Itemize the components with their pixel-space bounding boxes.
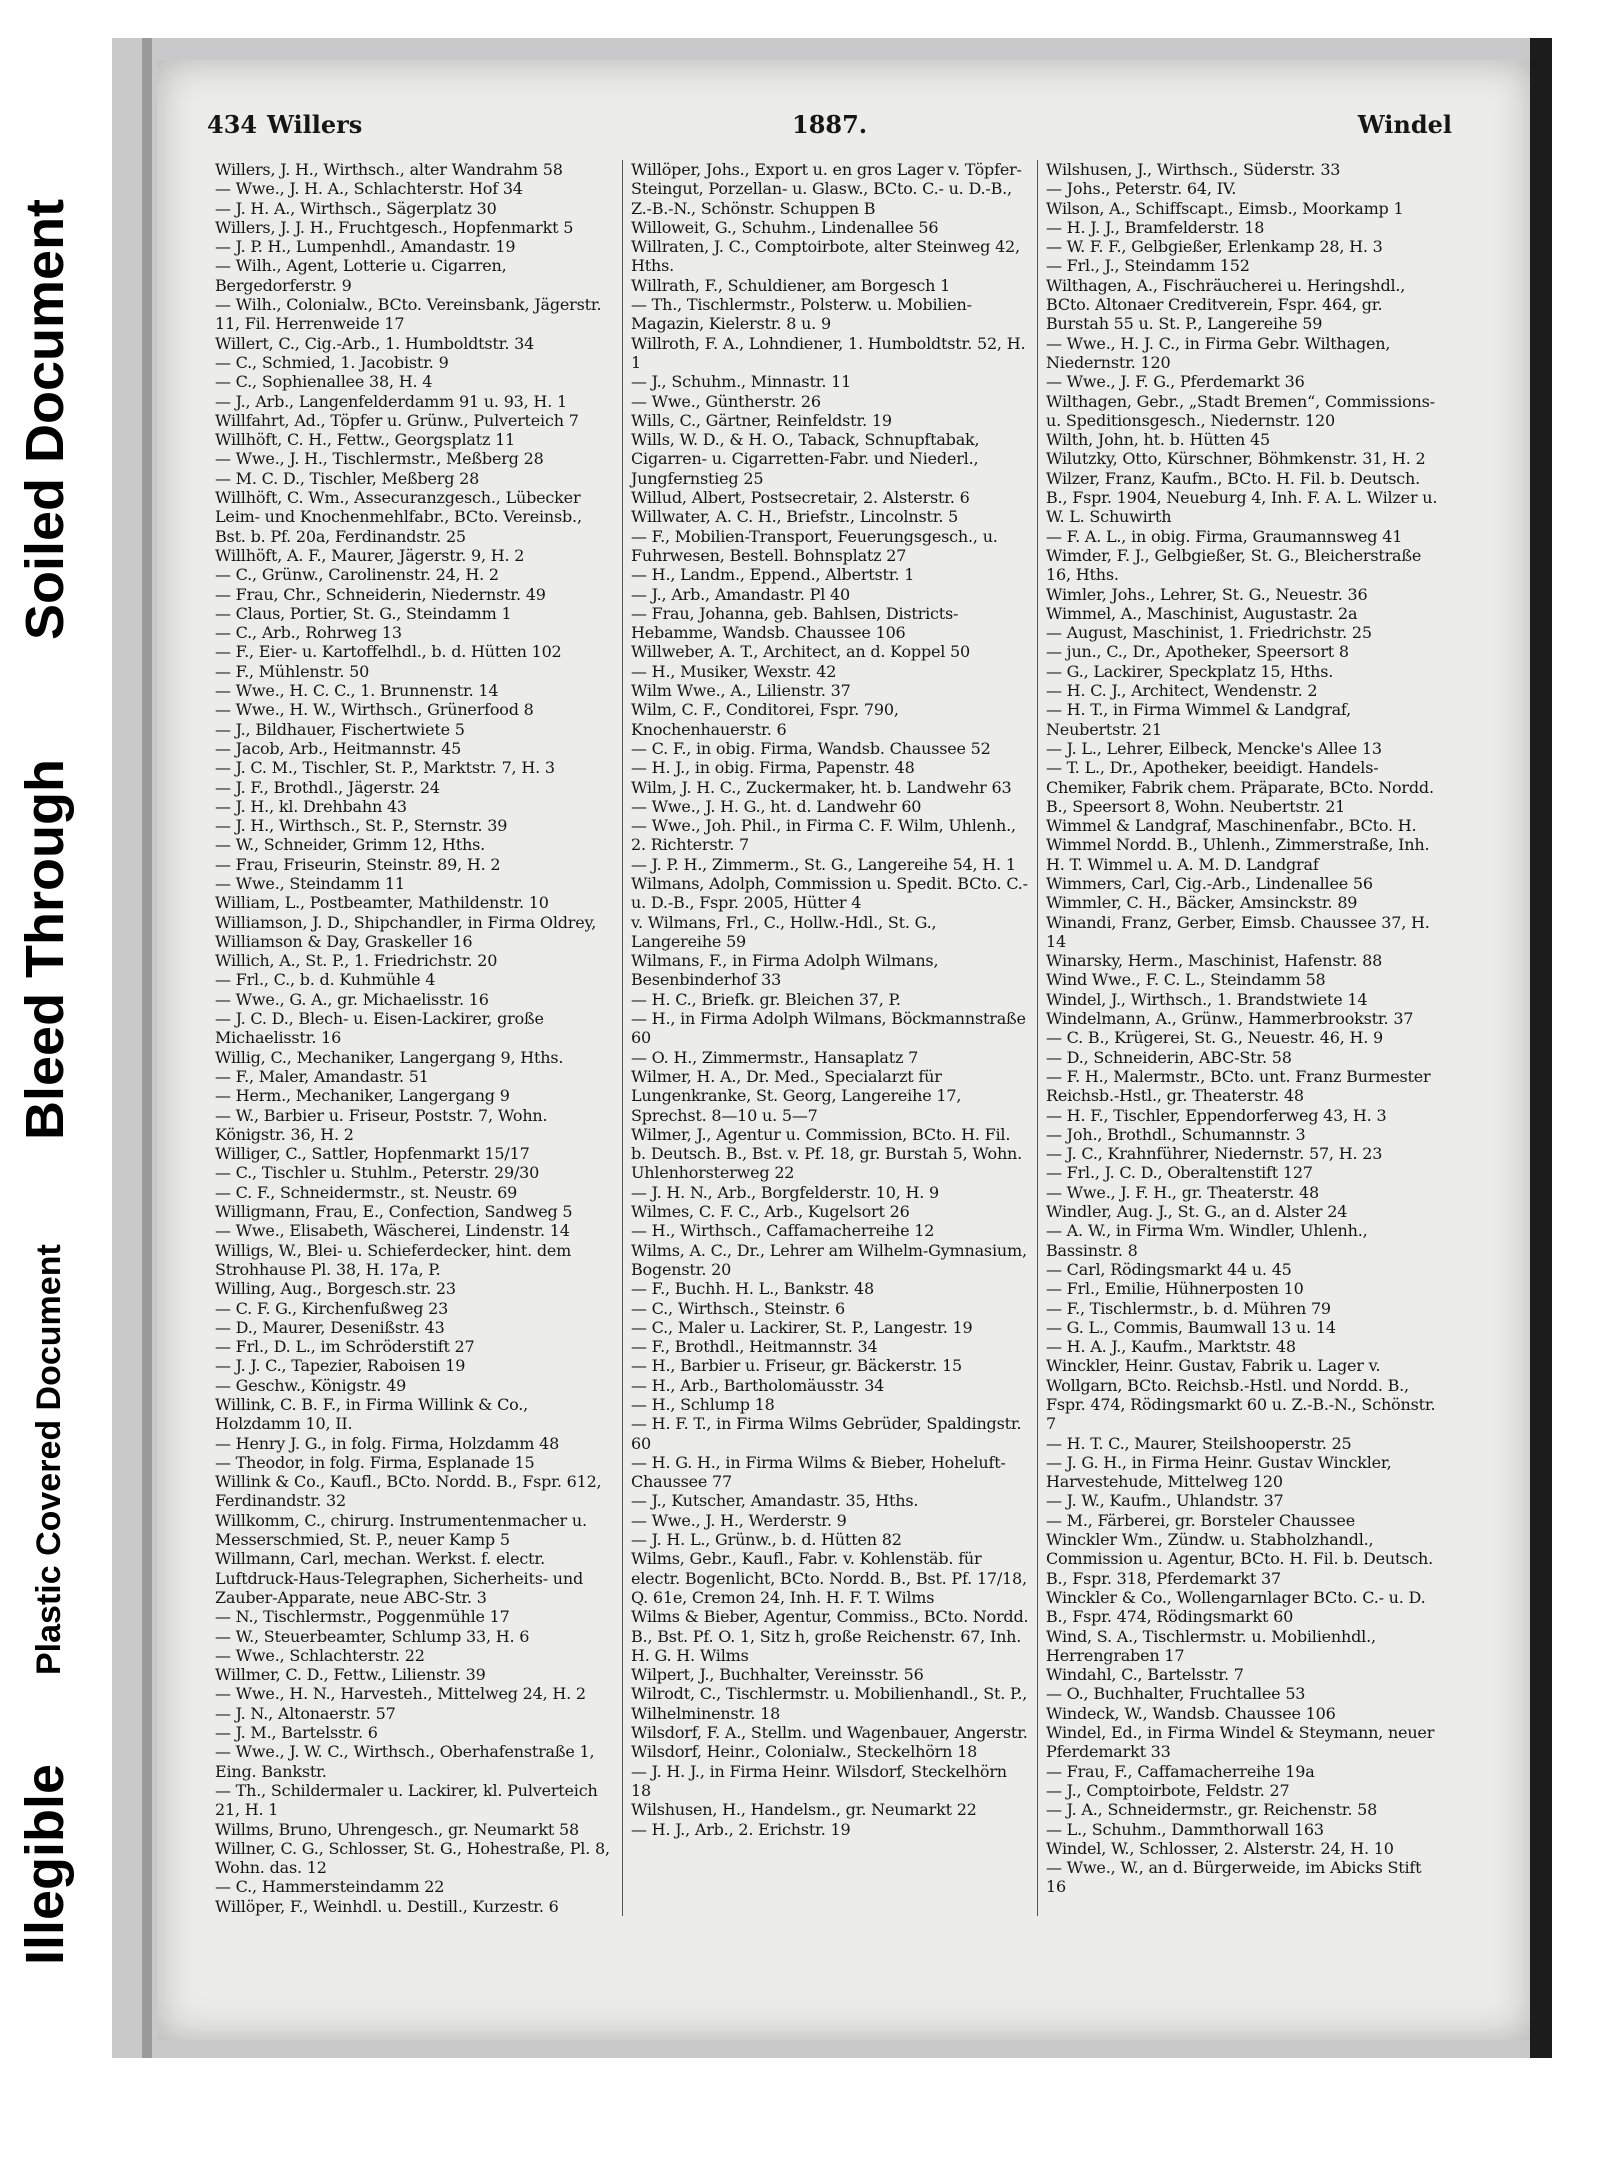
directory-entry: — Theodor, in folg. Firma, Esplanade 15 — [215, 1452, 535, 1472]
directory-entry: Windelmann, A., Grünw., Hammerbrookstr. 37 — [1046, 1009, 1414, 1029]
directory-entry: — M., Färberei, gr. Borsteler Chaussee — [1046, 1510, 1355, 1530]
directory-entry: Wilutzky, Otto, Kürschner, Böhmkenstr. 31, H. 2 — [1046, 449, 1426, 469]
directory-entry: Wilpert, J., Buchhalter, Vereinsstr. 56 — [631, 1665, 924, 1685]
directory-entry: — H., Landm., Eppend., Albertstr. 1 — [631, 565, 915, 585]
directory-entry: Wind Wwe., F. C. L., Steindamm 58 — [1046, 970, 1326, 990]
directory-entry: — C. F., Schneidermstr., st. Neustr. 69 — [215, 1182, 518, 1202]
directory-entry: Windel, Ed., in Firma Windel & Steymann, neuer Pferdemarkt 33 — [1046, 1723, 1435, 1762]
directory-entry: Wilthagen, A., Fischräucherei u. Heringshdl., BCto. Altonaer Creditverein, Fspr. 464, gr. Burstah 55 u. St. P., Langereihe 59 — [1046, 275, 1406, 334]
scanned-page — [112, 38, 1552, 2058]
directory-entry: Windeck, W., Wandsb. Chaussee 106 — [1046, 1703, 1336, 1723]
directory-entry: William, L., Postbeamter, Mathildenstr. 10 — [215, 893, 549, 913]
directory-entry: Willigmann, Frau, E., Confection, Sandweg 5 — [215, 1202, 573, 1222]
directory-entry: — Frau, F., Caffamacherreihe 19a — [1046, 1761, 1315, 1781]
directory-entry: — Wwe., W., an d. Bürgerweide, im Abicks Stift 16 — [1046, 1858, 1422, 1897]
directory-entry: — H. J., in obig. Firma, Papenstr. 48 — [631, 758, 915, 778]
directory-entry: — Wwe., Güntherstr. 26 — [631, 391, 821, 411]
directory-entry: — Wwe., H. C. C., 1. Brunnenstr. 14 — [215, 681, 499, 701]
directory-entry: Wimler, Johs., Lehrer, St. G., Neuestr. 36 — [1046, 584, 1368, 604]
directory-entry: — Wwe., Steindamm 11 — [215, 873, 405, 893]
directory-entry: — H., in Firma Adolph Wilmans, Böckmannstraße 60 — [631, 1009, 1026, 1048]
directory-entry: — Frl., C., b. d. Kuhmühle 4 — [215, 970, 436, 990]
directory-entry: — H. J., Arb., 2. Erichstr. 19 — [631, 1819, 851, 1839]
directory-entry: — F., Mobilien-Transport, Feuerungsgesch., u. Fuhrwesen, Bestell. Bohnsplatz 27 — [631, 526, 998, 565]
directory-entry: — H. T. C., Maurer, Steilshooperstr. 25 — [1046, 1433, 1352, 1453]
directory-entry: Winarsky, Herm., Maschinist, Hafenstr. 88 — [1046, 951, 1383, 971]
directory-entry: Willroth, F. A., Lohndiener, 1. Humboldtstr. 52, H. 1 — [631, 333, 1026, 372]
directory-entry: — D., Schneiderin, ABC-Str. 58 — [1046, 1047, 1292, 1067]
directory-entry: — J. H. N., Arb., Borgfelderstr. 10, H. 9 — [631, 1182, 939, 1202]
page-number: 434 — [207, 110, 258, 139]
label-plastic-covered: Plastic Covered Document — [30, 1244, 68, 1675]
directory-entry: — F., Brothdl., Heitmannstr. 34 — [631, 1337, 878, 1357]
directory-entry: — L., Schuhm., Dammthorwall 163 — [1046, 1819, 1324, 1839]
directory-entry: Winckler, Heinr. Gustav, Fabrik u. Lager v. Wollgarn, BCto. Reichsb.-Hstl. und Nordd. B., Fspr. 474, Rödingsmarkt 60 u. Z.-B.-N., Schönstr. 7 — [1046, 1356, 1436, 1434]
directory-entry: — C., Wirthsch., Steinstr. 6 — [631, 1298, 845, 1318]
directory-entry: Wimmel, A., Maschinist, Augustastr. 2a — [1046, 603, 1358, 623]
directory-entry: — N., Tischlermstr., Poggenmühle 17 — [215, 1607, 510, 1627]
directory-entry: — D., Maurer, Desenißstr. 43 — [215, 1317, 445, 1337]
directory-entry: Wilzer, Franz, Kaufm., BCto. H. Fil. b. Deutsch. B., Fspr. 1904, Neueburg 4, Inh. F. A. L. Wilzer u. W. L. Schuwirth — [1046, 468, 1438, 527]
directory-entry: — C. F., in obig. Firma, Wandsb. Chaussee 52 — [631, 738, 991, 758]
directory-entry: Wills, C., Gärtner, Reinfeldstr. 19 — [631, 410, 892, 430]
directory-entry: — O., Buchhalter, Fruchtallee 53 — [1046, 1684, 1306, 1704]
directory-entry: Willöper, Johs., Export u. en gros Lager v. Töpfer-Steingut, Porzellan- u. Glasw., BCto. C.- u. D.-B., Z.-B.-N., Schönstr. Schuppen B — [631, 160, 1022, 218]
directory-entry: — Wilh., Agent, Lotterie u. Cigarren, Bergedorferstr. 9 — [215, 256, 507, 295]
directory-entry: — J. A., Schneidermstr., gr. Reichenstr. 58 — [1046, 1800, 1378, 1820]
directory-entry: Willig, C., Mechaniker, Langergang 9, Hths. — [215, 1047, 564, 1067]
directory-entry: — F., Eier- u. Kartoffelhdl., b. d. Hütten 102 — [215, 642, 562, 662]
directory-entry: Wilshusen, J., Wirthsch., Süderstr. 33 — [1046, 160, 1341, 179]
directory-entry: — Geschw., Königstr. 49 — [215, 1375, 407, 1395]
directory-entry: — C., Hammersteindamm 22 — [215, 1877, 445, 1897]
directory-entry: — J. W., Kaufm., Uhlandstr. 37 — [1046, 1491, 1284, 1511]
page-header — [207, 110, 1452, 150]
directory-entry: — C., Tischler u. Stuhlm., Peterstr. 29/30 — [215, 1163, 540, 1183]
directory-entry: — F., Mühlenstr. 50 — [215, 661, 370, 681]
directory-entry: v. Wilmans, Frl., C., Hollw.-Hdl., St. G., Langereihe 59 — [631, 912, 937, 951]
directory-entry: — J. J. C., Tapezier, Raboisen 19 — [215, 1356, 466, 1376]
directory-entry: — W., Steuerbeamter, Schlump 33, H. 6 — [215, 1626, 530, 1646]
directory-entry: — J., Bildhauer, Fischertwiete 5 — [215, 719, 465, 739]
directory-entry: — H. A. J., Kaufm., Marktstr. 48 — [1046, 1337, 1296, 1357]
directory-entry: — F., Maler, Amandastr. 51 — [215, 1066, 429, 1086]
directory-column-2 — [622, 160, 1037, 1916]
directory-entry: Winckler & Co., Wollengarnlager BCto. C.- u. D. B., Fspr. 474, Rödingsmarkt 60 — [1046, 1587, 1426, 1627]
directory-entry: — Wwe., J. H. A., Schlachterstr. Hof 34 — [215, 179, 523, 199]
directory-entry: — Wwe., H. N., Harvesteh., Mittelweg 24, H. 2 — [215, 1684, 586, 1704]
directory-entry: Windahl, C., Bartelsstr. 7 — [1046, 1665, 1244, 1685]
directory-entry: — Th., Schildermaler u. Lackirer, kl. Pulverteich 21, H. 1 — [215, 1780, 598, 1820]
directory-entry: Wimmers, Carl, Cig.-Arb., Lindenallee 56 — [1046, 873, 1373, 893]
directory-entry: — Wwe., Joh. Phil., in Firma C. F. Wilm, Uhlenh., 2. Richterstr. 7 — [631, 816, 1016, 855]
directory-entry: Wimder, F. J., Gelbgießer, St. G., Bleicherstraße 16, Hths. — [1046, 545, 1422, 585]
directory-entry: — H., Musiker, Wexstr. 42 — [631, 661, 837, 681]
directory-entry: Willhöft, C. H., Fettw., Georgsplatz 11 — [215, 430, 516, 450]
directory-entry: — H., Arb., Bartholomäusstr. 34 — [631, 1375, 885, 1395]
directory-entry: Winandi, Franz, Gerber, Eimsb. Chaussee 37, H. 14 — [1046, 912, 1430, 951]
directory-entry: — C. B., Krügerei, St. G., Neuestr. 46, H. 9 — [1046, 1028, 1383, 1048]
directory-entry: — A. W., in Firma Wm. Windler, Uhlenh., Bassinstr. 8 — [1046, 1221, 1368, 1260]
directory-entry: Wilms & Bieber, Agentur, Commiss., BCto. Nordd. B., Bst. Pf. O. 1, Sitz h, große Reichenstr. 67, Inh. H. G. H. Wilms — [631, 1607, 1029, 1665]
directory-entry: — J., Comptoirbote, Feldstr. 27 — [1046, 1780, 1290, 1800]
header-left-word: Willers — [267, 110, 363, 139]
directory-entry: Willfahrt, Ad., Töpfer u. Grünw., Pulverteich 7 — [215, 410, 579, 430]
directory-entry: — jun., C., Dr., Apotheker, Speersort 8 — [1046, 642, 1349, 662]
directory-entry: Willwater, A. C. H., Briefstr., Lincolnstr. 5 — [631, 507, 959, 527]
directory-entry: — H. F. T., in Firma Wilms Gebrüder, Spaldingstr. 60 — [631, 1414, 1022, 1453]
directory-entry: — Wwe., H. W., Wirthsch., Grünerfood 8 — [215, 700, 534, 720]
directory-entry: — C., Arb., Rohrweg 13 — [215, 623, 402, 643]
directory-entry: Windel, J., Wirthsch., 1. Brandstwiete 14 — [1046, 989, 1368, 1009]
directory-entry: — Wwe., G. A., gr. Michaelisstr. 16 — [215, 989, 489, 1009]
directory-entry: Willöper, F., Weinhdl. u. Destill., Kurzestr. 6 — [215, 1896, 559, 1916]
directory-entry: Wind, S. A., Tischlermstr. u. Mobilienhdl., Herrengraben 17 — [1046, 1626, 1376, 1665]
directory-entry: — Frl., D. L., im Schröderstift 27 — [215, 1337, 475, 1357]
directory-entry: Willink, C. B. F., in Firma Willink & Co., Holzdamm 10, II. — [215, 1395, 529, 1434]
directory-entry: Wilth, John, ht. b. Hütten 45 — [1046, 430, 1270, 450]
directory-entry: — J. G. H., in Firma Heinr. Gustav Winckler, Harvestehude, Mittelweg 120 — [1046, 1452, 1392, 1492]
directory-entry: — J. M., Bartelsstr. 6 — [215, 1723, 378, 1743]
directory-entry: — Th., Tischlermstr., Polsterw. u. Mobilien-Magazin, Kielerstr. 8 u. 9 — [631, 295, 972, 334]
directory-entry: — M. C. D., Tischler, Meßberg 28 — [215, 468, 480, 488]
directory-entry: — Claus, Portier, St. G., Steindamm 1 — [215, 603, 512, 623]
directory-entry: Willich, A., St. P., 1. Friedrichstr. 20 — [215, 951, 498, 971]
directory-entry: — J., Schuhm., Minnastr. 11 — [631, 372, 852, 392]
directory-entry: — F., Buchh. H. L., Bankstr. 48 — [631, 1279, 874, 1299]
directory-entry: Willrath, F., Schuldiener, am Borgesch 1 — [631, 275, 951, 295]
directory-entry: Willmer, C. D., Fettw., Lilienstr. 39 — [215, 1665, 486, 1685]
document-condition-labels — [0, 0, 90, 2177]
directory-entry: — Wwe., Schlachterstr. 22 — [215, 1645, 425, 1665]
directory-entry: Willms, Bruno, Uhrengesch., gr. Neumarkt 58 — [215, 1819, 579, 1839]
directory-entry: — C., Schmied, 1. Jacobistr. 9 — [215, 352, 449, 372]
directory-entry: — H. C., Briefk. gr. Bleichen 37, P. — [631, 989, 901, 1009]
directory-entry: Wilmans, Adolph, Commission u. Spedit. BCto. C.- u. D.-B., Fspr. 2005, Hütter 4 — [631, 873, 1028, 913]
directory-entry: Wilmes, C. F. C., Arb., Kugelsort 26 — [631, 1202, 910, 1222]
directory-column-1 — [207, 160, 622, 1916]
directory-entry: — J. H., Wirthsch., St. P., Sternstr. 39 — [215, 816, 508, 836]
directory-entry: — Frl., J. C. D., Oberaltenstift 127 — [1046, 1163, 1313, 1183]
directory-entry: — H., Wirthsch., Caffamacherreihe 12 — [631, 1221, 935, 1241]
directory-entry: — W., Schneider, Grimm 12, Hths. — [215, 835, 485, 855]
directory-entry: Windel, W., Schlosser, 2. Alsterstr. 24, H. 10 — [1046, 1838, 1394, 1858]
directory-entry: — Wwe., J. H., Werderstr. 9 — [631, 1510, 847, 1530]
directory-entry: Willkomm, C., chirurg. Instrumentenmacher u. Messerschmied, St. P., neuer Kamp 5 — [215, 1510, 587, 1550]
directory-entry: — Wilh., Colonialw., BCto. Vereinsbank, Jägerstr. 11, Fil. Herrenweide 17 — [215, 295, 602, 334]
directory-entry: — H. F., Tischler, Eppendorferweg 43, H. 3 — [1046, 1105, 1387, 1125]
directory-entry: Willigs, W., Blei- u. Schieferdecker, hint. dem Strohhause Pl. 38, H. 17a, P. — [215, 1240, 572, 1279]
directory-entry: Winckler Wm., Zündw. u. Stabholzhandl., Commission u. Agentur, BCto. H. Fil. b. Deutsch. B., Fspr. 318, Pferdemarkt 37 — [1046, 1530, 1434, 1588]
directory-entry: Willhöft, A. F., Maurer, Jägerstr. 9, H. 2 — [215, 545, 525, 565]
directory-entry: Wimmler, C. H., Bäcker, Amsinckstr. 89 — [1046, 893, 1358, 913]
directory-entry: — J., Arb., Langenfelderdamm 91 u. 93, H. 1 — [215, 391, 567, 411]
directory-columns — [207, 160, 1452, 1916]
directory-entry: — H. G. H., in Firma Wilms & Bieber, Hoheluft-Chaussee 77 — [631, 1452, 1006, 1492]
directory-entry: — H., Schlump 18 — [631, 1395, 775, 1414]
directory-entry: — J. H. A., Wirthsch., Sägerplatz 30 — [215, 198, 497, 218]
directory-entry: — Johs., Peterstr. 64, IV. — [1046, 179, 1237, 199]
directory-entry: Wilmer, J., Agentur u. Commission, BCto. H. Fil. b. Deutsch. B., Bst. v. Pf. 18, gr. Burstah 5, Wohn. Uhlenhorsterweg 22 — [631, 1124, 1023, 1183]
directory-entry: — J. P. H., Zimmerm., St. G., Langereihe 54, H. 1 — [631, 854, 1016, 874]
directory-entry: — Wwe., Elisabeth, Wäscherei, Lindenstr. 14 — [215, 1221, 570, 1241]
directory-entry: — August, Maschinist, 1. Friedrichstr. 25 — [1046, 623, 1372, 643]
directory-entry: — J. H. L., Grünw., b. d. Hütten 82 — [631, 1530, 902, 1550]
directory-entry: Wilmans, F., in Firma Adolph Wilmans, Besenbinderhof 33 — [631, 951, 939, 990]
directory-entry: — J., Kutscher, Amandastr. 35, Hths. — [631, 1491, 919, 1511]
directory-entry: — F., Tischlermstr., b. d. Mühren 79 — [1046, 1298, 1331, 1318]
directory-entry: — J. H. J., in Firma Heinr. Wilsdorf, Steckelhörn 18 — [631, 1761, 1007, 1800]
directory-entry: Willoweit, G., Schuhm., Lindenallee 56 — [631, 217, 939, 237]
directory-entry: Wilthagen, Gebr., „Stadt Bremen“, Commissions- u. Speditionsgesch., Niedernstr. 120 — [1046, 391, 1435, 430]
directory-entry: — C., Grünw., Carolinenstr. 24, H. 2 — [215, 565, 499, 585]
directory-entry: Wilms, A. C., Dr., Lehrer am Wilhelm-Gymnasium, Bogenstr. 20 — [631, 1240, 1027, 1279]
directory-entry: Willmann, Carl, mechan. Werkst. f. electr. Luftdruck-Haus-Telegraphen, Sicherheits- und Zauber-Apparate, neue ABC-Str. 3 — [215, 1549, 584, 1607]
directory-entry: Wilsdorf, Heinr., Colonialw., Steckelhörn 18 — [631, 1742, 978, 1762]
directory-entry: — C., Maler u. Lackirer, St. P., Langestr. 19 — [631, 1317, 973, 1337]
directory-entry: Wilms, Gebr., Kaufl., Fabr. v. Kohlenstäb. für electr. Bogenlicht, BCto. Nordd. B., Bst. Pf. 17/18, Q. 61e, Cremon 24, Inh. H. F. T. Wilms — [631, 1549, 1027, 1607]
directory-entry: Wimmel & Landgraf, Maschinenfabr., BCto. H. Wimmel Nordd. B., Uhlenh., Zimmerstraße, Inh. H. T. Wimmel u. A. M. D. Landgraf — [1046, 816, 1430, 874]
directory-entry: Willweber, A. T., Architect, an d. Koppel 50 — [631, 642, 971, 662]
directory-entry: — Frau, Johanna, geb. Bahlsen, Districts-Hebamme, Wandsb. Chaussee 106 — [631, 603, 959, 643]
directory-entry: — C. F. G., Kirchenfußweg 23 — [215, 1298, 449, 1318]
directory-entry: Willhöft, C. Wm., Assecuranzgesch., Lübecker Leim- und Knochenmehlfabr., BCto. Vereinsb., Bst. b. Pf. 20a, Ferdinandstr. 25 — [215, 488, 582, 546]
directory-entry: — Wwe., J. F. H., gr. Theaterstr. 48 — [1046, 1182, 1319, 1202]
directory-entry: Willner, C. G., Schlosser, St. G., Hohestraße, Pl. 8, Wohn. das. 12 — [215, 1838, 610, 1878]
directory-entry: — W., Barbier u. Friseur, Poststr. 7, Wohn. Königstr. 36, H. 2 — [215, 1105, 548, 1144]
directory-entry: Wilsdorf, F. A., Stellm. und Wagenbauer, Angerstr. — [631, 1723, 1028, 1743]
directory-entry: — C., Sophienallee 38, H. 4 — [215, 372, 433, 392]
directory-entry: — Wwe., J. H. G., ht. d. Landwehr 60 — [631, 796, 922, 816]
directory-entry: — J. C., Krahnführer, Niedernstr. 57, H. 23 — [1046, 1144, 1383, 1164]
directory-entry: Windler, Aug. J., St. G., an d. Alster 24 — [1046, 1202, 1348, 1222]
page-binding-edge — [142, 38, 152, 2058]
directory-entry: — F. A. L., in obig. Firma, Graumannsweg 41 — [1046, 526, 1403, 546]
page-dark-edge — [1530, 38, 1552, 2058]
directory-entry: — Wwe., J. H., Tischlermstr., Meßberg 28 — [215, 449, 544, 469]
directory-entry: — T. L., Dr., Apotheker, beeidigt. Handels-Chemiker, Fabrik chem. Präparate, BCto. Nordd. B., Speersort 8, Wohn. Neubertstr. 21 — [1046, 758, 1434, 816]
directory-entry: — G., Lackirer, Speckplatz 15, Hths. — [1046, 661, 1334, 681]
directory-entry: — J. N., Altonaerstr. 57 — [215, 1703, 396, 1723]
directory-entry: Wilm, J. H. C., Zuckermaker, ht. b. Landwehr 63 — [631, 777, 1012, 797]
directory-entry: — Frl., Emilie, Hühnerposten 10 — [1046, 1279, 1304, 1299]
directory-entry: — Herm., Mechaniker, Langergang 9 — [215, 1086, 510, 1106]
directory-entry: Willink & Co., Kaufl., BCto. Nordd. B., Fspr. 612, Ferdinandstr. 32 — [215, 1472, 602, 1511]
directory-entry: — J. H., kl. Drehbahn 43 — [215, 796, 407, 816]
directory-entry: Willers, J. J. H., Fruchtgesch., Hopfenmarkt 5 — [215, 217, 574, 237]
directory-entry: Willers, J. H., Wirthsch., alter Wandrahm 58 — [215, 160, 563, 179]
directory-entry: — Wwe., H. J. C., in Firma Gebr. Wilthagen, Niedernstr. 120 — [1046, 333, 1391, 372]
directory-entry: — Frau, Friseurin, Steinstr. 89, H. 2 — [215, 854, 501, 874]
directory-entry: Willert, C., Cig.-Arb., 1. Humboldtstr. 34 — [215, 333, 535, 353]
directory-column-3 — [1037, 160, 1452, 1916]
directory-entry: — J. P. H., Lumpenhdl., Amandastr. 19 — [215, 237, 516, 257]
directory-entry: Wilson, A., Schiffscapt., Eimsb., Moorkamp 1 — [1046, 198, 1404, 218]
directory-entry: — J. L., Lehrer, Eilbeck, Mencke's Allee 13 — [1046, 738, 1382, 758]
directory-entry: — O. H., Zimmermstr., Hansaplatz 7 — [631, 1047, 919, 1067]
label-soiled-document: Soiled Document — [15, 198, 75, 640]
directory-entry: Williger, C., Sattler, Hopfenmarkt 15/17 — [215, 1144, 530, 1164]
directory-entry: — Frl., J., Steindamm 152 — [1046, 256, 1250, 276]
directory-entry: — J. C. M., Tischler, St. P., Marktstr. 7, H. 3 — [215, 758, 555, 778]
directory-entry: Willraten, J. C., Comptoirbote, alter Steinweg 42, Hths. — [631, 237, 1020, 276]
directory-entry: Wilm, C. F., Conditorei, Fspr. 790, Knochenhauerstr. 6 — [631, 700, 899, 739]
header-right-word: Windel — [1357, 110, 1452, 139]
directory-entry: — G. L., Commis, Baumwall 13 u. 14 — [1046, 1317, 1336, 1337]
directory-entry: — H., Barbier u. Friseur, gr. Bäckerstr. 15 — [631, 1356, 963, 1376]
directory-entry: Wilshusen, H., Handelsm., gr. Neumarkt 22 — [631, 1800, 977, 1820]
directory-entry: — Wwe., J. W. C., Wirthsch., Oberhafenstraße 1, Eing. Bankstr. — [215, 1742, 595, 1781]
directory-entry: Wilmer, H. A., Dr. Med., Specialarzt für Lungenkranke, St. Georg, Langereihe 17, Sprechst. 8—10 u. 5—7 — [631, 1066, 962, 1125]
directory-entry: — Joh., Brothdl., Schumannstr. 3 — [1046, 1124, 1306, 1144]
label-bleed-through: Bleed Through — [15, 759, 75, 1140]
directory-entry: — Wwe., J. F. G., Pferdemarkt 36 — [1046, 372, 1305, 392]
directory-entry: — Jacob, Arb., Heitmannstr. 45 — [215, 738, 462, 758]
directory-entry: — F. H., Malermstr., BCto. unt. Franz Burmester Reichsb.-Hstl., gr. Theaterstr. 48 — [1046, 1066, 1431, 1106]
directory-entry: — J., Arb., Amandastr. Pl 40 — [631, 584, 851, 604]
directory-entry: Willing, Aug., Borgesch.str. 23 — [215, 1279, 456, 1299]
directory-entry: — H. J. J., Bramfelderstr. 18 — [1046, 217, 1265, 237]
directory-entry: — W. F. F., Gelbgießer, Erlenkamp 28, H. 3 — [1046, 237, 1383, 257]
directory-page — [157, 60, 1532, 2040]
directory-entry: — H. T., in Firma Wimmel & Landgraf, Neubertstr. 21 — [1046, 700, 1351, 739]
directory-entry: Wills, W. D., & H. O., Taback, Schnupftabak, Cigarren- u. Cigarretten-Fabr. und Niederl., Jungfernstieg 25 — [631, 430, 980, 488]
header-year: 1887. — [792, 110, 868, 139]
directory-entry: — J. C. D., Blech- u. Eisen-Lackirer, große Michaelisstr. 16 — [215, 1009, 544, 1048]
directory-entry: Willud, Albert, Postsecretair, 2. Alsterstr. 6 — [631, 488, 970, 508]
directory-entry: — J. F., Brothdl., Jägerstr. 24 — [215, 777, 440, 797]
directory-entry: Wilm Wwe., A., Lilienstr. 37 — [631, 681, 851, 701]
directory-entry: — H. C. J., Architect, Wendenstr. 2 — [1046, 681, 1318, 701]
directory-entry: — Frau, Chr., Schneiderin, Niedernstr. 49 — [215, 584, 546, 604]
directory-entry: — Henry J. G., in folg. Firma, Holzdamm 48 — [215, 1433, 560, 1453]
label-illegible: Illegible — [15, 1763, 75, 1965]
directory-entry: Wilrodt, C., Tischlermstr. u. Mobilienhandl., St. P., Wilhelminenstr. 18 — [631, 1684, 1028, 1723]
directory-entry: Williamson, J. D., Shipchandler, in Firma Oldrey, Williamson & Day, Graskeller 16 — [215, 912, 597, 951]
directory-entry: — Carl, Rödingsmarkt 44 u. 45 — [1046, 1259, 1292, 1279]
